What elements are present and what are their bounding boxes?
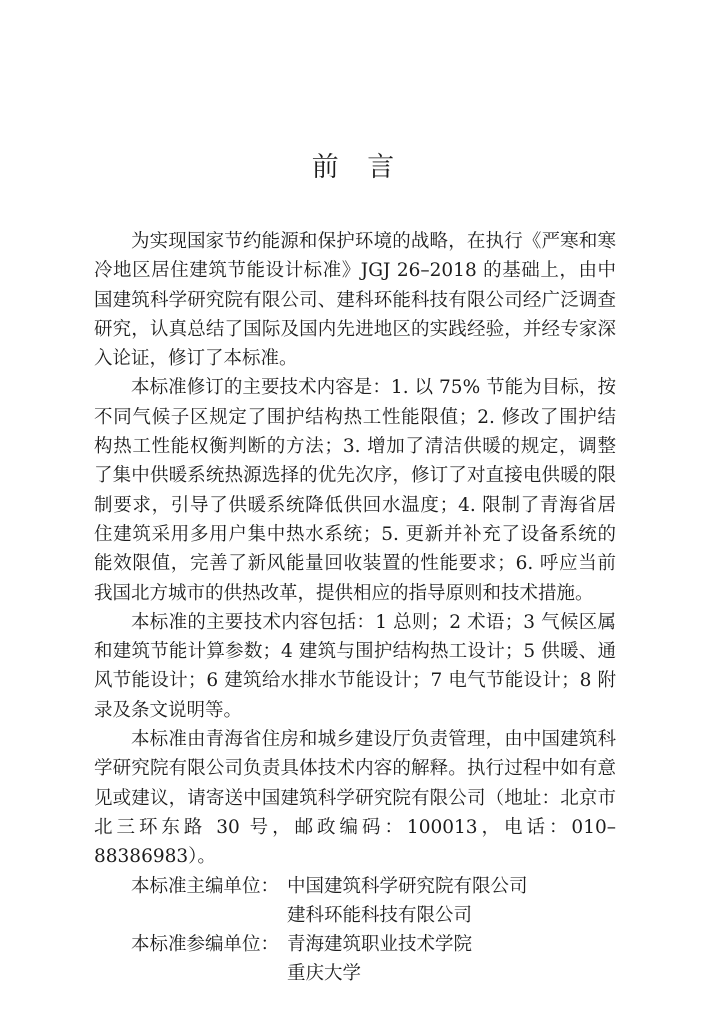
chief-editor-label: 本标准主编单位： [131, 875, 280, 897]
participant-list [287, 930, 616, 989]
participant-name: 重庆大学 [287, 963, 362, 985]
chief-editor-name: 建科环能科技有限公司 [287, 904, 473, 926]
paragraph-main-content: 本标准的主要技术内容包括：1 总则；2 术语；3 气候区属和建筑节能计算参数；4 建筑与围护结构热工设计；5 供暖、通风节能设计；6 建筑给水排水节能设计；7 电气节能设计；8 附录及条文说明等。 [94, 611, 616, 721]
paragraph-purpose: 为实现国家节约能源和保护环境的战略，在执行《严寒和寒冷地区居住建筑节能设计标准》JGJ 26–2018 的基础上，由中国建筑科学研究院有限公司、建科环能科技有限公司经广泛调查研究，认真总结了国际及国内先进地区的实践经验，并经专家深入论证，修订了本标准。 [94, 231, 616, 370]
participant-name: 青海建筑职业技术学院 [287, 934, 473, 956]
chief-editor-units [94, 872, 616, 931]
editing-units [94, 872, 616, 989]
chief-editor-name: 中国建筑科学研究院有限公司 [287, 875, 528, 897]
page-title: 前 言 [311, 152, 405, 183]
participant-label: 本标准参编单位： [131, 934, 280, 956]
chief-editor-list [287, 872, 616, 931]
preface-body [94, 227, 616, 989]
paragraph-revision-content: 本标准修订的主要技术内容是：1. 以 75% 节能为目标，按不同气候子区规定了围护结构热工性能限值；2. 修改了围护结构热工性能权衡判断的方法；3. 增加了清洁供暖的规定，调整了集中供暖系统热源选择的优先次序，修订了对直接电供暖的限制要求，引导了供暖系统降低供回水温度；4. 限制了青海省居住建筑采用多用户集中热水系统；5. 更新并补充了设备系统的能效限值，完善了新风能量回收装置的性能要求；6. 呼应当前我国北方城市的供热改革，提供相应的指导原则和技术措施。 [94, 377, 616, 604]
participant-units [94, 930, 616, 989]
paragraph-management: 本标准由青海省住房和城乡建设厅负责管理，由中国建筑科学研究院有限公司负责具体技术内容的解释。执行过程中如有意见或建议，请寄送中国建筑科学研究院有限公司（地址：北京市北三环东路 30 号，邮政编码：100013，电话：010–88386983）。 [94, 729, 616, 868]
